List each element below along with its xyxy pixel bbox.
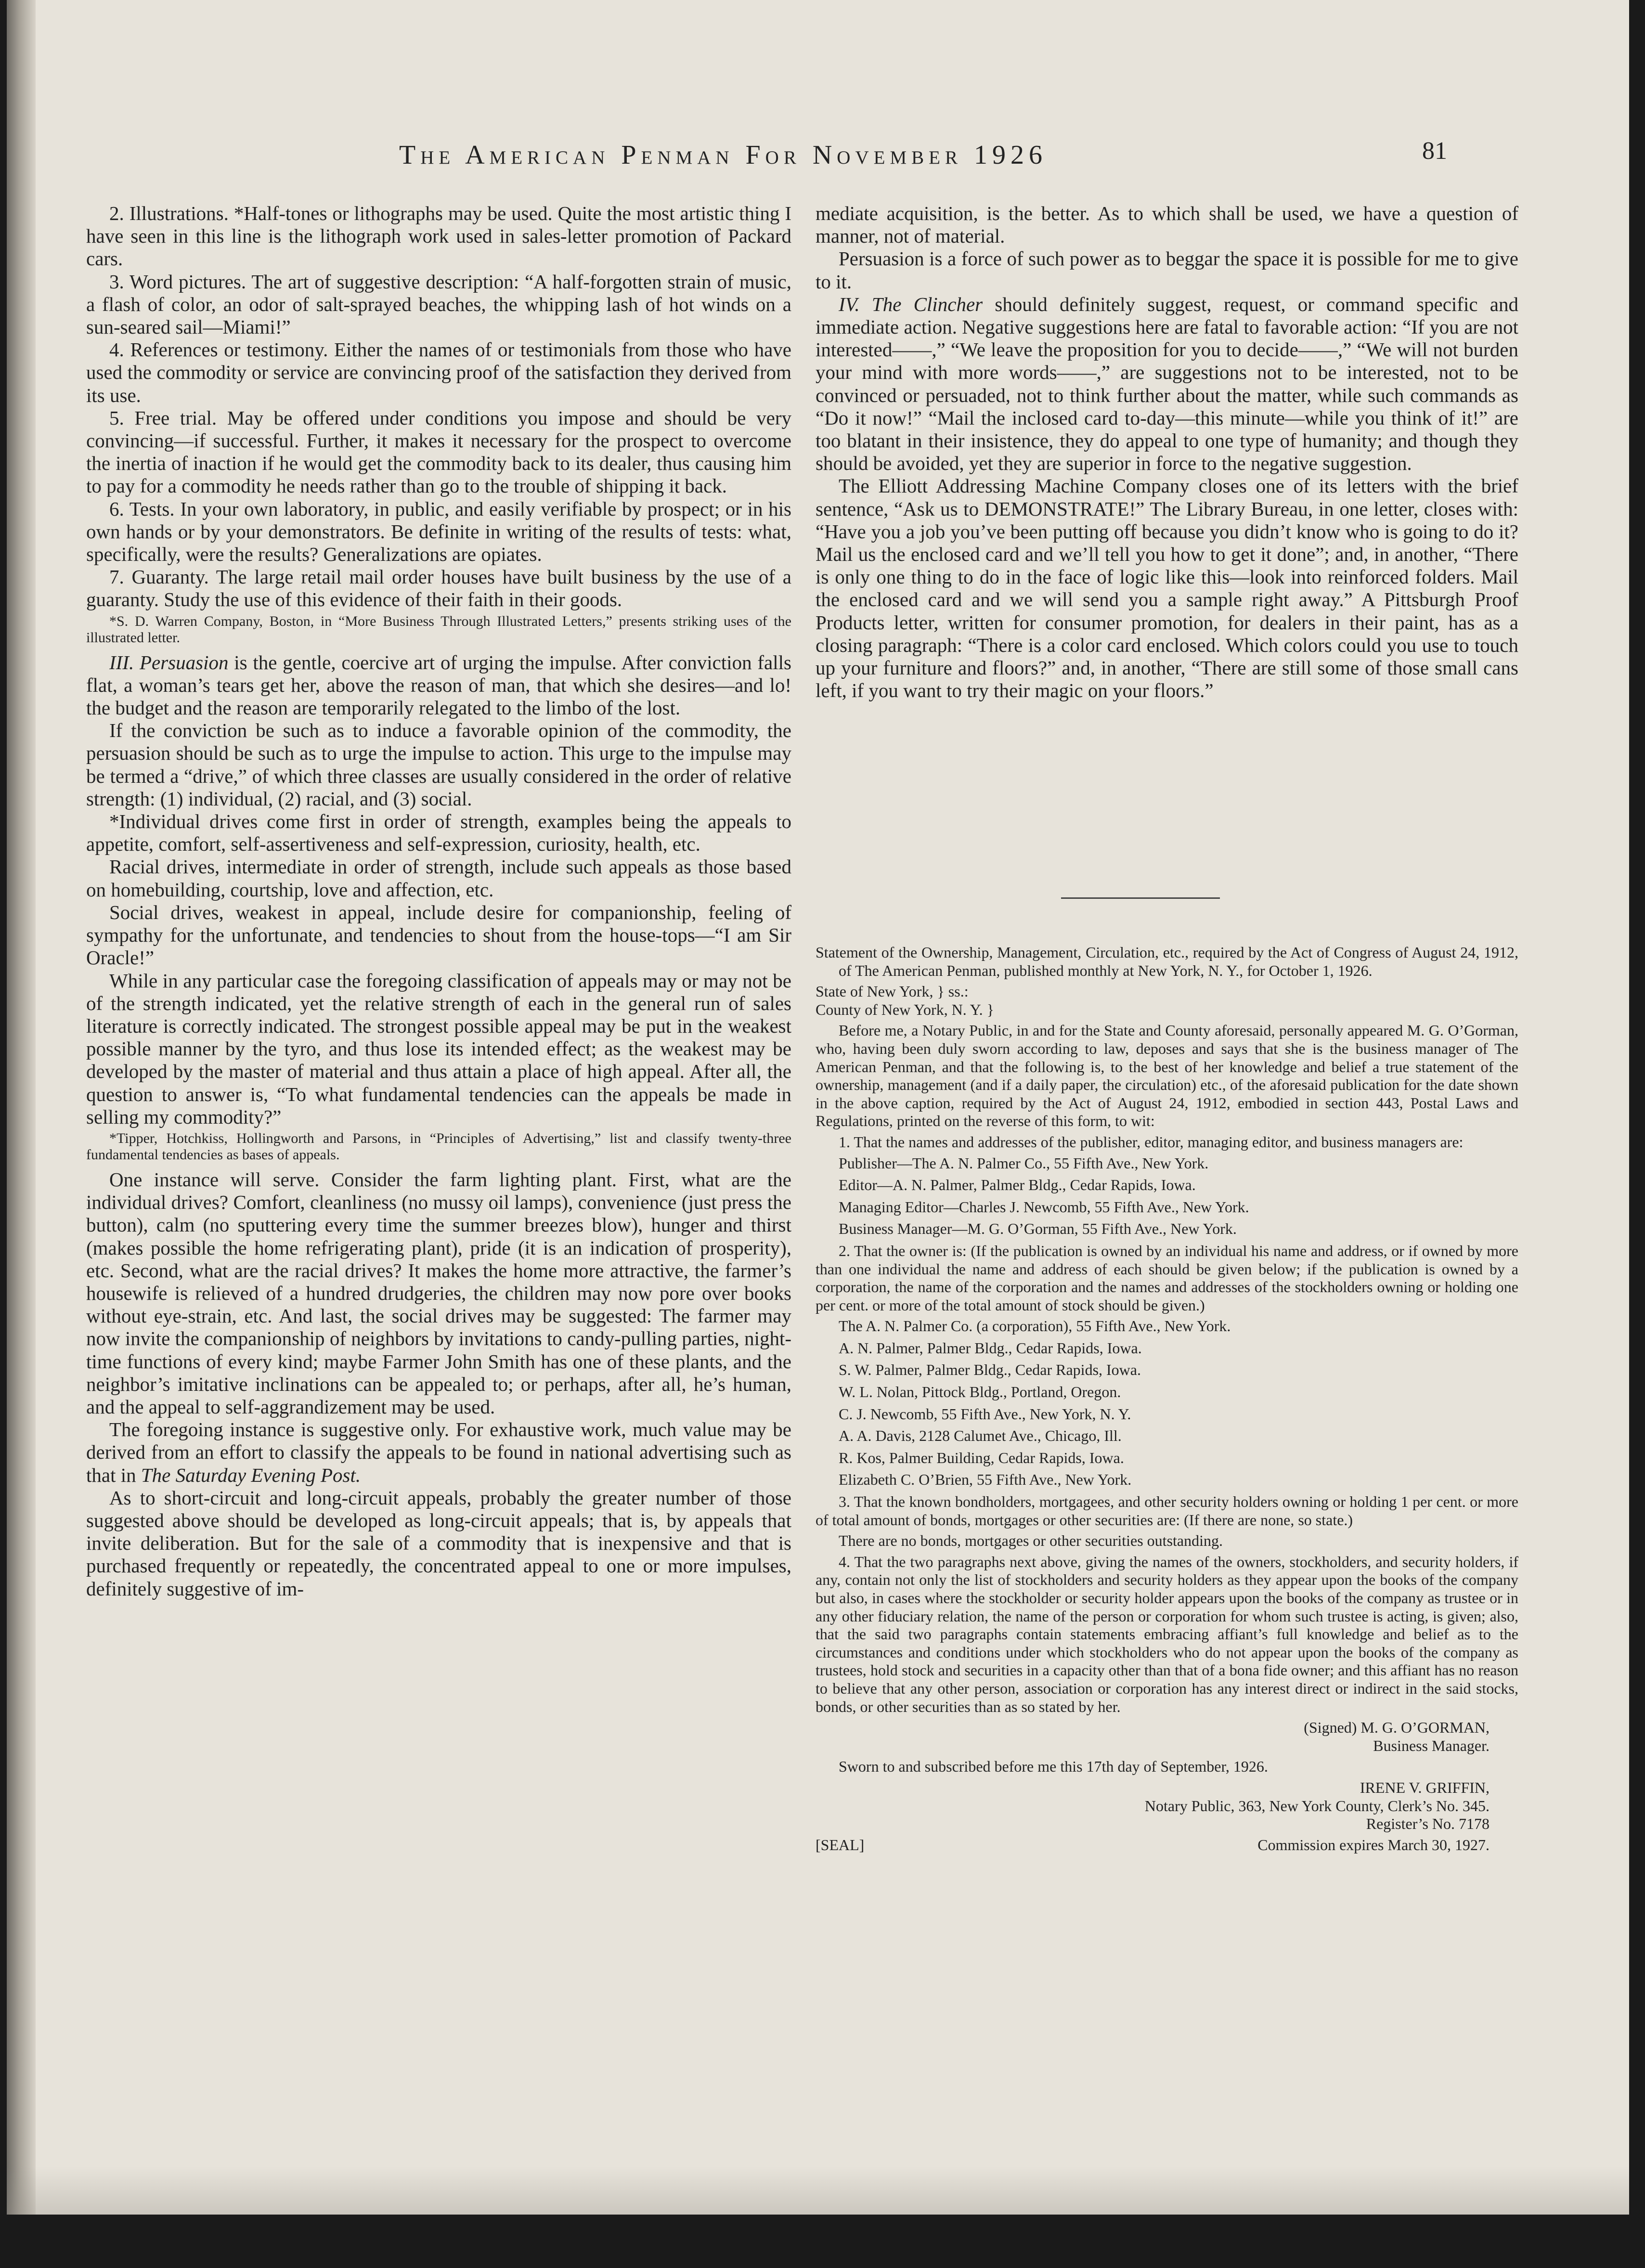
- statement-intro: Statement of the Ownership, Management, Circulation, etc., required by the Act of Congress of August 24, 1912, of The American Penman, published monthly at New York, N. Y., for October 1, 1926.: [816, 944, 1518, 979]
- notary-block: IRENE V. GRIFFIN, Notary Public, 363, New York County, Clerk’s No. 345. Register’s No. 7178: [1144, 1778, 1490, 1833]
- paragraph-text: The foregoing instance is suggestive only. For exhaustive work, much value may be derived from an effort to classify the appeals to be found in national advertising such as that in: [86, 1418, 791, 1486]
- page-binding: [7, 0, 36, 2215]
- paragraph: If the conviction be such as to induce a favorable opinion of the commodity, the persuasion should be such as to urge the impulse to action. This urge to the impulse may be termed a “drive,” of which three classes are usually considered in the order of relative strength: (1) individual, (2) racial, and (3) social.: [86, 719, 791, 810]
- section-heading: III. Persuasion: [109, 651, 229, 674]
- paragraph-text: should definitely suggest, request, or command specific and immediate action. Negative suggestions here are fatal to favorable action: “If you are not interested——,” “We leave the proposition for you to decide——,” “We will not burden your mind with more words——,” are suggestions not to be interested, not to be convinced or persuaded, not to think further about the matter, while such commands as “Do it now!” “Mail the inclosed card to-day—this minute—while you think of it!” are too blatant in their insistence, they do appeal to one type of humanity; and though they should be avoided, yet they are superior in force to the negative suggestion.: [816, 293, 1518, 475]
- paragraph-text: is the gentle, coercive art of urging the impulse. After conviction falls flat, a woman’s tears get her, above the reason of man, that which she desires—and lo! the budget and the reason are temporarily relegated to the limbo of the lost.: [86, 651, 791, 719]
- paragraph: While in any particular case the foregoing classification of appeals may or may not be of the strength indicated, yet the relative strength of each in the general run of sales literature is correctly indicated. The strongest possible appeal may be put in the weakest possible manner by the tyro, and thus lose its intended effect; as the weakest may be developed by the master of material and thus attain a place of high appeal. After all, the question to answer is, “To what fundamental tendencies can the appeals be made in selling my commodity?”: [86, 969, 791, 1128]
- paragraph: 2. Illustrations. *Half-tones or lithographs may be used. Quite the most artistic thing I have seen in this line is the lithograph work used in sales-letter promotion of Packard cars.: [86, 202, 791, 270]
- paragraph: 3. Word pictures. The art of suggestive description: “A half-forgotten strain of music, a flash of color, an odor of salt-sprayed beaches, the whipping lash of hot winds on a sun-seared sail—Miami!”: [86, 270, 791, 338]
- footnote: *Tipper, Hotchkiss, Hollingworth and Parsons, in “Principles of Advertising,” list and classify twenty-three fundamental tendencies as bases of appeals.: [86, 1130, 791, 1163]
- officer-entry: Managing Editor—Charles J. Newcomb, 55 Fifth Ave., New York.: [839, 1198, 1249, 1216]
- owner-entry: S. W. Palmer, Palmer Bldg., Cedar Rapids, Iowa.: [839, 1361, 1141, 1379]
- officer-entry: Business Manager—M. G. O’Gorman, 55 Fifth Ave., New York.: [839, 1220, 1237, 1238]
- page-number: 81: [1422, 137, 1447, 165]
- owner-entry: A. N. Palmer, Palmer Bldg., Cedar Rapids, Iowa.: [839, 1339, 1142, 1357]
- owner-entry: W. L. Nolan, Pittock Bldg., Portland, Oregon.: [839, 1383, 1121, 1401]
- paragraph: [86, 651, 791, 720]
- statement-item: 2. That the owner is: (If the publication is owned by an individual his name and address, or if owned by more than one individual the name and address of each should be given below; if the publication is owned by a corporation, the name of the corporation and the names and addresses of the stockholders owning or holding one per cent. or more of the total amount of stock should be given.): [816, 1242, 1518, 1314]
- statement-venue: State of New York, } ss.: County of New York, N. Y. }: [816, 983, 994, 1018]
- statement-item: 4. That the two paragraphs next above, giving the names of the owners, stockholders, and security holders, if any, contain not only the list of stockholders and security holders as they appear upon the books of the company but also, in cases where the stockholder or security holder appears upon the books of the company as trustee or in any other fiduciary relation, the name of the person or corporation for whom such trustee is acting, is given; also, that the said two paragraphs contain statements embracing affiant’s full knowledge and belief as to the circumstances and conditions under which stockholders who do not appear upon the books of the company as trustees, hold stock and securities in a capacity other than that of a bona fide owner; and this affiant has no reason to believe that any other person, association or corporation has any interest direct or indirect in the said stocks, bonds, or other securities than as so stated by her.: [816, 1553, 1518, 1715]
- paragraph: 7. Guaranty. The large retail mail order houses have built business by the use of a guaranty. Study the use of this evidence of their faith in their goods.: [86, 566, 791, 611]
- ownership-statement: [816, 944, 1518, 1857]
- statement-item: 1. That the names and addresses of the publisher, editor, managing editor, and business managers are:: [839, 1133, 1464, 1151]
- page-edge-shadow: [7, 2166, 1629, 2215]
- magazine-page: [7, 0, 1629, 2215]
- sworn-line: Sworn to and subscribed before me this 17th day of September, 1926.: [839, 1758, 1268, 1776]
- paragraph: Persuasion is a force of such power as to beggar the space it is possible for me to give to it.: [816, 247, 1518, 293]
- owner-entry: Elizabeth C. O’Brien, 55 Fifth Ave., New York.: [839, 1471, 1132, 1489]
- section-divider: [1061, 897, 1220, 899]
- statement-item: 3. That the known bondholders, mortgagees, and other security holders owning or holding 1 per cent. or more of total amount of bonds, mortgages or other securities are: (If there are none, so state.): [816, 1493, 1518, 1529]
- officer-entry: Editor—A. N. Palmer, Palmer Bldg., Cedar Rapids, Iowa.: [839, 1176, 1196, 1194]
- statement-body: Before me, a Notary Public, in and for the State and County aforesaid, personally appeared M. G. O’Gorman, who, having been duly sworn according to law, deposes and says that she is the business manager of The American Penman, and that the following is, to the best of her knowledge and belief a true statement of the ownership, management (and if a daily paper, the circulation) etc., of the aforesaid publication for the date shown in the above caption, required by the Act of August 24, 1912, embodied in section 443, Postal Laws and Regulations, printed on the reverse of this form, to wit:: [816, 1022, 1518, 1130]
- seal-label: [SEAL]: [816, 1836, 865, 1853]
- statement-item: There are no bonds, mortgages or other securities outstanding.: [839, 1532, 1223, 1550]
- signature-block: (Signed) M. G. O’GORMAN, Business Manager.: [1304, 1719, 1490, 1754]
- paragraph: The Elliott Addressing Machine Company closes one of its letters with the brief sentence, “Ask us to DEMONSTRATE!” The Library Bureau, in one letter, closes with: “Have you a job you’ve been putting off because you didn’t know who is going to do it? Mail us the enclosed card and we’ll tell you how to get it done”; and, in another, “There is only one thing to do in the face of logic like this—look into reinforced folders. Mail the enclosed card and we will send you a sample right away.” A Pittsburgh Proof Products letter, written for consumer promotion, for dealers in their paint, has as a closing paragraph: “There is a color card enclosed. Which colors could you use to touch up your furniture and floors?” and, in another, “There are still some of those small cans left, if you want to try their magic on your floors.”: [816, 475, 1518, 702]
- footnote: *S. D. Warren Company, Boston, in “More Business Through Illustrated Letters,” presents striking uses of the illustrated letter.: [86, 613, 791, 646]
- owner-entry: A. A. Davis, 2128 Calumet Ave., Chicago, Ill.: [839, 1427, 1122, 1445]
- publication-title: The Saturday Evening Post.: [141, 1464, 361, 1486]
- page-title: The American Penman For November 1926: [399, 140, 1047, 170]
- paragraph: One instance will serve. Consider the farm lighting plant. First, what are the individual drives? Comfort, cleanliness (no mussy oil lamps), convenience (just press the button), calm (no sputtering every time the summer breezes blow), hunger and thirst (makes possible the home refrigerating plant), pride (it is an indication of prosperity), etc. Second, what are the racial drives? It makes the home more attractive, the farmer’s housewife is relieved of a hundred drudgeries, the children may now pore over books without eye-strain, etc. And last, the social drives may be suggested: The farmer may now invite the companionship of neighbors by invitations to candy-pulling parties, night-time functions of every kind; maybe Farmer John Smith has one of these plants, and the neighbor’s imitative inclinations can be appealed to; or perhaps, after all, he’s human, and the appeal to self-aggrandizement may be used.: [86, 1168, 791, 1418]
- commission-expiry: Commission expires March 30, 1927.: [1257, 1836, 1490, 1853]
- paragraph: *Individual drives come first in order of strength, examples being the appeals to appetite, comfort, self-assertiveness and self-expression, curiosity, health, etc.: [86, 810, 791, 855]
- paragraph: Social drives, weakest in appeal, include desire for companionship, feeling of sympathy for the unfortunate, and tendencies to shout from the house-tops—“I am Sir Oracle!”: [86, 901, 791, 969]
- owner-entry: R. Kos, Palmer Building, Cedar Rapids, Iowa.: [839, 1449, 1124, 1466]
- paragraph: As to short-circuit and long-circuit appeals, probably the greater number of those suggested above should be developed as long-circuit appeals; that is, by appeals that invite deliberation. But for the sale of a commodity that is inexpensive and that is purchased frequently or repeatedly, the concentrated appeal to one or more impulses, definitely suggestive of im-: [86, 1486, 791, 1600]
- owner-entry: C. J. Newcomb, 55 Fifth Ave., New York, N. Y.: [839, 1405, 1131, 1423]
- paragraph: [816, 293, 1518, 475]
- paragraph: 6. Tests. In your own laboratory, in public, and easily verifiable by prospect; or in his own hands or by your demonstrators. Be definite in writing of the results of tests: what, specifically, were the results? Generalizations are opiates.: [86, 497, 791, 566]
- paragraph: Racial drives, intermediate in order of strength, include such appeals as those based on homebuilding, courtship, love and affection, etc.: [86, 855, 791, 901]
- section-heading: IV. The Clincher: [839, 293, 983, 315]
- paragraph: 5. Free trial. May be offered under conditions you impose and should be very convincing—if successful. Further, it makes it necessary for the prospect to overcome the inertia of inaction if he would get the commodity back to its dealer, thus causing him to pay for a commodity he needs rather than go to the trouble of shipping it back.: [86, 406, 791, 497]
- right-column: [816, 202, 1518, 702]
- paragraph: 4. References or testimony. Either the names of or testimonials from those who have used the commodity or service are convincing proof of the satisfaction they derived from its use.: [86, 338, 791, 406]
- owner-entry: The A. N. Palmer Co. (a corporation), 55 Fifth Ave., New York.: [839, 1317, 1231, 1335]
- seal-row: [816, 1836, 1518, 1854]
- paragraph: mediate acquisition, is the better. As to which shall be used, we have a question of manner, not of material.: [816, 202, 1518, 247]
- left-column: [86, 202, 791, 1600]
- officer-entry: Publisher—The A. N. Palmer Co., 55 Fifth Ave., New York.: [839, 1154, 1209, 1172]
- running-header: [7, 137, 1629, 183]
- paragraph: [86, 1418, 791, 1487]
